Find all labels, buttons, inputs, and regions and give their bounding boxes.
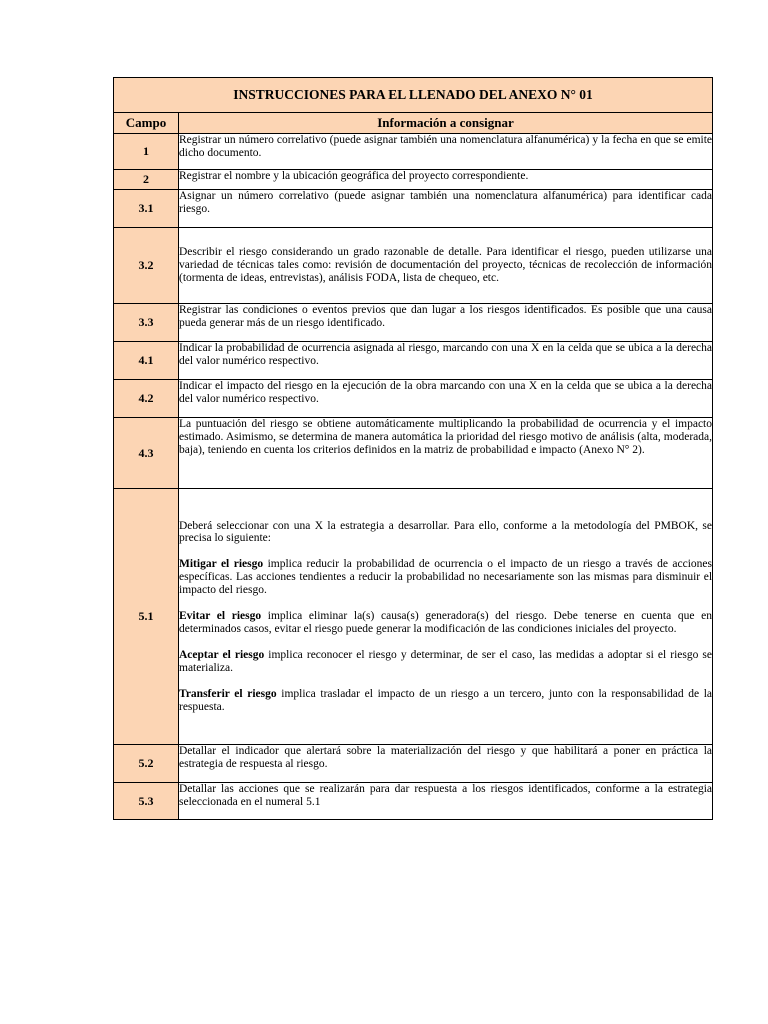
strategy-aceptar [179,649,712,675]
field-code: 5.2 [114,745,179,783]
field-code: 3.1 [114,190,179,228]
strategy-desc: implica trasladar el impacto de un riesgo a un tercero, junto con la responsabilidad de la respuesta. [179,687,713,713]
strategy-transferir [179,688,712,714]
field-code: 5.1 [114,489,179,745]
strategy-mitigar [179,558,712,597]
table-row [114,228,713,304]
field-code: 4.3 [114,418,179,489]
table-row [114,418,713,489]
field-code: 5.3 [114,783,179,820]
strategy-term: Mitigar el riesgo [179,558,264,571]
field-code: 1 [114,134,179,170]
field-code: 3.2 [114,228,179,304]
strategy-intro: Deberá seleccionar con una X la estrategia a desarrollar. Para ello, conforme a la metodología del PMBOK, se precisa lo siguiente: [179,519,713,545]
field-code: 3.3 [114,304,179,342]
table-row [114,134,713,170]
strategy-desc: implica eliminar la(s) causa(s) generadora(s) del riesgo. Debe tenerse en cuenta que en determinados casos, evitar el riesgo puede generar la modificación de las condiciones iniciales del proyecto. [179,610,712,635]
strategy-evitar [179,610,712,636]
strategy-term: Aceptar el riesgo [179,648,265,661]
field-instruction: Indicar el impacto del riesgo en la ejecución de la obra marcando con una X en la celda que se ubica a la derecha del valor numérico respectivo. [179,380,713,418]
strategy-desc: implica reducir la probabilidad de ocurrencia o el impacto de un riesgo a través de acciones específicas. Las acciones tendientes a reducir la probabilidad no necesariamente son las mismas para disminuir el impacto del riesgo. [179,558,713,597]
table-row [114,745,713,783]
field-code: 4.1 [114,342,179,380]
table-row [114,380,713,418]
strategy-desc: implica reconocer el riesgo y determinar, de ser el caso, las medidas a adoptar si el riesgo se materializa. [179,648,712,674]
field-instruction: Registrar el nombre y la ubicación geográfica del proyecto correspondiente. [179,170,713,190]
field-instruction: Indicar la probabilidad de ocurrencia asignada al riesgo, marcando con una X en la celda que se ubica a la derecha del valor numérico respectivo. [179,342,713,380]
field-code: 4.2 [114,380,179,418]
field-instruction: Detallar las acciones que se realizarán para dar respuesta a los riesgos identificados, conforme a la estrategia seleccionada en el numeral 5.1 [179,783,713,820]
table-row [114,190,713,228]
table-row [114,342,713,380]
strategy-term: Transferir el riesgo [179,687,277,700]
table-row [114,489,713,745]
table-row [114,783,713,820]
field-instruction: Registrar un número correlativo (puede asignar también una nomenclatura alfanumérica) y la fecha en que se emite dicho documento. [179,134,713,170]
table-row [114,304,713,342]
field-instruction: Describir el riesgo considerando un grado razonable de detalle. Para identificar el riesgo, pueden utilizarse una variedad de técnicas tales como: revisión de documentación del proyecto, técnicas de recolección de información (tormenta de ideas, entrevistas), análisis FODA, lista de chequeo, etc. [179,228,713,304]
header-campo: Campo [114,113,179,134]
field-instruction: Detallar el indicador que alertará sobre la materialización del riesgo y que habilitará a poner en práctica la estrategia de respuesta al riesgo. [179,745,713,783]
field-instruction [179,489,713,745]
instructions-table [113,77,713,820]
field-code: 2 [114,170,179,190]
strategy-term: Evitar el riesgo [179,610,262,623]
table-title: INSTRUCCIONES PARA EL LLENADO DEL ANEXO N° 01 [114,78,713,113]
table-row [114,170,713,190]
field-instruction: Asignar un número correlativo (puede asignar también una nomenclatura alfanumérica) para identificar cada riesgo. [179,190,713,228]
header-row [114,113,713,134]
field-instruction: La puntuación del riesgo se obtiene automáticamente multiplicando la probabilidad de ocurrencia y el impacto estimado. Asimismo, se determina de manera automática la prioridad del riesgo motivo de análisis (alta, moderada, baja), teniendo en cuenta los criterios definidos en la matriz de probabilidad e impacto (Anexo N° 2). [179,418,713,489]
header-informacion: Información a consignar [179,113,713,134]
title-row [114,78,713,113]
field-instruction: Registrar las condiciones o eventos previos que dan lugar a los riesgos identificados. Es posible que una causa pueda generar más de un riesgo identificado. [179,304,713,342]
